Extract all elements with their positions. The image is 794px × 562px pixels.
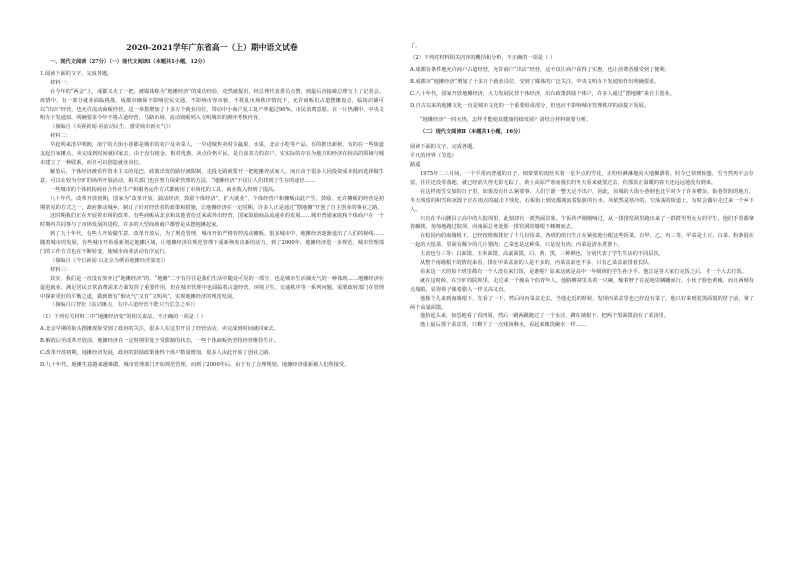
- material-3-source: （摘编自白智松《流动摊点，有序占道经营不能只当危急之举》）: [50, 302, 198, 309]
- question-1-2: （2）下列对材料相关内容的概括和分析，不正确的一项是（ ）: [410, 54, 556, 61]
- material-1-source: （摘编自《央视新闻·看流动民生，感受城市新火气》）: [50, 124, 174, 131]
- material-2-label: 材料二：: [50, 133, 71, 140]
- story-paragraph: 他抬起头来，惊恐地看了看四周，然后一跳两跳跑过了一个水洼，蹲在墙根下，把两个黑面馍泡在了菜汤里。: [420, 313, 670, 320]
- question-1-1-option-a: A.北京早期的街头摆摊现象受到了政府的关注，很多人在这里开启了经营活动，卖完成到时间就回家去。: [40, 326, 279, 333]
- material-2-paragraph: 一些城市的个体机构商业合作社生产和服务运作方式都使用了市场化的工具，商业收入得到了提高。: [50, 186, 279, 193]
- story-paragraph: 在这样雨雪交加的日子里，如果没有什么紧要事，人们宁愿一整天足不出户。因此，县城的大街小巷倒也比平时少了许多嘈杂。街巷背阴的地方，冬天残留的积雪和冰溜子正在雨点的敲击下蚀化，石板街上到处都漫流着肮脏的污水。风依然是寒冷的。空荡荡的街道上，有时会偶尔走过来一个乡下人。: [410, 188, 754, 213]
- story-paragraph: 在校园内的南墙根下，已经按班级排好了十几份饭菜。各班的值日生正在紧张地分配这些饭菜。有甲、乙、丙三等。甲菜是土豆、白菜、粉条混在一起的大烩菜，里面有稀少的几片猪肉；乙菜也是这种菜，只是没有肉；丙菜是清水煮萝卜。: [410, 233, 754, 249]
- story-paragraph: 他独个儿来到南墙根下，先看了一下，然后向丙菜盆走去。当他走近的时候，发现丙菜盆里也已经没有菜了。他只好来到装黑面馍的筐子前，拿了两个高粱面馍。: [410, 295, 754, 311]
- question-1-2-option-a: A.成都有条件地允许商户占道经营，允许商户“出店”经营，这不仅让商户获得了实惠，也让消费者感受到了便利。: [410, 66, 670, 73]
- question-1-3: “地摊经济”一时火热，怎样才能使其健康持续发展？请结合材料简要分析。: [420, 117, 592, 124]
- story-title: 平凡的世界（节选）: [410, 153, 457, 160]
- material-2-paragraph: 这时期我们正在开展着市场的改革，有些商贩从北京和其他省份迁来或外出经营，国家鼓励商品流通业的发展……城市普通家庭和个体商户在一个时期内共同参与了市场发展的进程，许多的大型商场商户都曾是从摆地摊起家。: [40, 213, 384, 229]
- story-paragraph: 看来这一天的每个班里都有一个人没有来打饭，是谁呢？原来这就是高中一年级班的学生孙少平。他总是等大家打完饭之后，才一个人去打饭。: [420, 268, 747, 275]
- question-1-1: （1）下列有关材料二中“地摊经济变”的相关说法，不正确的一项是（ ）: [40, 314, 206, 321]
- question-1-1-option-b: B.解放后至改革开放前，地摊经济在一定时期里处于受限制的状态，一些个体商贩仍坚持经营维持生计。: [40, 338, 279, 345]
- left-column: [40, 42, 384, 552]
- section-heading-reading-2: （二）现代文阅读Ⅱ（本题共1小题，16分）: [420, 129, 524, 136]
- material-2-source: （摘编自《今日新闻·以北京为例看地摊经济演变》）: [50, 257, 169, 264]
- question-1-intro: 1.阅读下面的文字，完成各题。: [40, 70, 113, 77]
- question-1-1-option-d: D.九十年代，地摊生意越来越难做，城市管理部门开始规范管理，而到了2000年后，由于有了合理规划，地摊经济重新被人们所接受，: [40, 362, 350, 368]
- right-column: [410, 42, 754, 552]
- material-2-paragraph: 解放后，个体经济被看作资本主义的尾巴，政策出发的路径被限制，走投无路就要开一把地摊养活家人。而且由于很多人因投资成本低而选择做生意，可以在较为空旷的场所开展活动，相关部门也在努力探索管理的方法，“地摊经济”不仅让人们找到了生存的途径……: [40, 168, 384, 184]
- question-1-1-option-c: C.改革开放初期，地摊经济发展，政府的鼓励政策使得个体户数量增加，很多人由此开始了创业之路。: [40, 350, 274, 357]
- section-heading-reading-1: 一、现代文阅读（27分）（一）现代文阅读Ⅰ（本题共1小题，12分）: [50, 59, 208, 65]
- material-1-text: 在今年的“两会”上，成都又火了一把，被媒体称为“地摊经济”的成功经验，竟然被提出，经总理代表委员点赞，到最后直接被总理写上了记者会。疫情中，有一部分就业面临挑战，成都市确保不影响居民交通，不影响市容市貌，不扰乱市场秩序情况下，允许商贩们占道摆摊设点，临街店铺可以“出店”经营，也允许流动商贩经营。这一举措增加了十多万个就业岗位，带动中小商户复工复产率超过90%，市民消费意愿。在一片热潮中，中央文明办下发通知，明确要求今年不将占道经营、马路市场、流动商贩列入文明城市的测评考核内容。: [40, 88, 384, 122]
- question-1-2-option-b: B.成都市“地摊经济”增加了十多万个就业岗位，受到了媒体的广泛关注，中央文明办下发通知作出明确要求。: [410, 78, 660, 85]
- question-2-intro: 阅读下面的文字，完成各题。: [410, 144, 478, 151]
- story-paragraph: 主食也分三等：白面馍、玉米面馍、高粱面馍。白、黄、黑，三种颜色，分别代表了学生生活的不同层次。: [420, 251, 664, 258]
- story-paragraph: 从整个南墙根下的情况来看，排在甲菜盆前的人是不多的，丙菜盆前也不多，只有乙菜盆前排着长队。: [420, 260, 654, 267]
- material-2-paragraph: 早起明来清早明朗，南宁的大街小巷都是城市的农户及卖菜人，一早进城售卖时令蔬果、水果，北京小吃等产品。有的推出新榜，有的在一些街道支起自家摊点，卖完成到时间就回家去。由于没有租金，相对优惠，卖点价格平民，是自食其力的农户。实实际的存在为地方的经济在较高的领域与城市建立了一种联系，而且可以创造就业岗位。: [40, 142, 384, 166]
- question-1-2-option-d: D.自古以来的地摊文化一直是城市文化的一个重要组成部分，但也应不影响城市管理秩序的前提下发展。: [410, 102, 650, 109]
- material-3-text: 其实，我们是一直没有放弃过“地摊经济”的。“地摊”二字有往往是我们生活中随处可见的一部分，也是城市生活烟火气的一种体现……地摊经济在促进就业、满足居民日常消费需求方面发挥了重要作用，但在城市管理中也面临着占道经营、环境卫生、交通秩序等一系列问题，需要政府部门在管理中探索更好的平衡之道，做到既有“烟火气”又有“文明风”，实现地摊经济的规范发展。: [40, 275, 384, 300]
- material-3-label: 材料三：: [50, 266, 71, 273]
- story-paragraph: 1975年二三月间，一个平常而普通的日子，细蒙蒙的雨丝夹着一星半点的雪花，正纷纷淋淋地向大地飘洒着。时令已快到惊蛰，雪当然再不会存留，往往还没等落地，就已经消失得无影无踪了。黄土高原严寒而漫长的冬天看来就要过去，但那真正温暖的春天还远远地没有到来。: [410, 170, 754, 186]
- material-2-paragraph: 八十年代，改革开放初期，国家为“改革开放，搞活经济，鼓励个体经济”，扩大就业”，个体经营户和摊贩由此产生，鼓励、允许摊贩的经营是初期常见的方式之一，政府推动城乡，制订了针对经营者的政策和措施，让地摊经济在一定时期，许多人正是通过“摆地摊”开创了自主创业的事业之路。: [40, 195, 384, 211]
- carry-over-text: 了。: [410, 43, 421, 49]
- exam-title: 2020-2021学年广东省高一（上）期中语文试卷: [126, 43, 298, 52]
- story-paragraph: 就在这时候，在空旷的院坝里，走过来一个瘦高个的青年人。他胳膊窝里夹着一只碗，缩着脖子在泥地里蹒跚而行。小伙子脸色黄瘦，而且两颊有点塌陷，显得鼻子像希腊人一样又高又直。: [410, 277, 754, 293]
- story-paragraph: 只有在半山腰县立高中的大院坝里，此刻却有一派热闹景象。午饭铃声刚刚响过，从一排排窑洞里跑出来了一群群男男女女的学生。他们手里都拿着碗筷，匆匆地跑过院坝，向南面总务处那一排窑洞的墙根下蜂拥而去。: [410, 215, 754, 231]
- question-1-2-option-c: C.八十年代，国家开放地摊经济，大力发展民营个体经济，出台政策鼓励个体户，许多人通过“摆地摊”来自主创业。: [410, 90, 675, 97]
- material-1-label: 材料一：: [50, 79, 71, 86]
- story-paragraph: 地上最后那个菜盆里，只剩下了一点残汤剩水，看起来像洗碗水一样……: [420, 322, 587, 329]
- story-author: 路遥: [410, 162, 421, 169]
- material-2-paragraph: 到了九十年代，有些人开始做生意。改革开放后，为了规范管理，城市开始严格管控流动摊贩，很多城市中，地摊经济逐渐退出了人们的视线……随着城市的发展，有些城市开始重新划定地摊区域，让地摊经济在规范管理下重新焕发出新的活力。到了2000年，地摊经济进一步规范，城市管理部门的工作方式也在不断转变，使城市商业活动有序运行。: [40, 231, 384, 256]
